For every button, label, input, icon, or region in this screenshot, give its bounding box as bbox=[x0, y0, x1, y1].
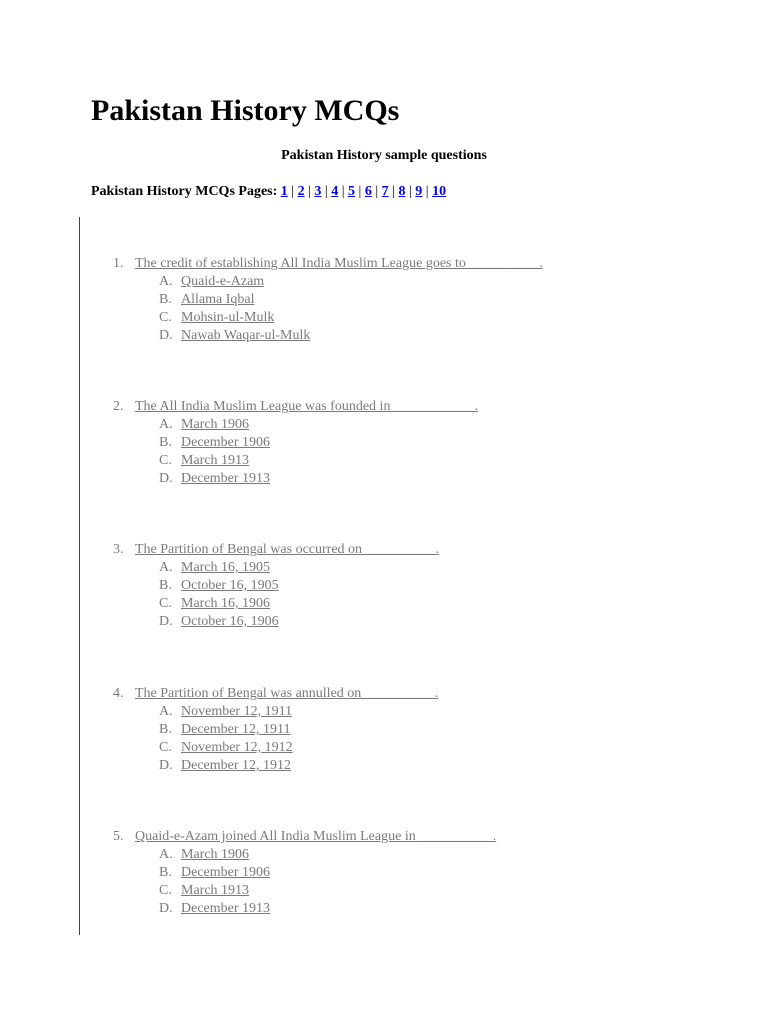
question-text: The Partition of Bengal was occurred on __________. bbox=[135, 542, 440, 557]
option-letter: D. bbox=[159, 758, 173, 773]
option-text: December 1906 bbox=[181, 435, 271, 450]
page-link-6[interactable]: 6 bbox=[364, 184, 372, 199]
question-number: 5. bbox=[113, 829, 124, 844]
option-c[interactable] bbox=[159, 739, 438, 757]
page-separator: | bbox=[324, 184, 328, 199]
question-stem bbox=[113, 828, 496, 846]
option-text: March 16, 1906 bbox=[181, 596, 271, 611]
option-b[interactable] bbox=[159, 291, 543, 309]
option-letter: C. bbox=[159, 453, 172, 468]
option-letter: B. bbox=[159, 865, 172, 880]
question-2 bbox=[113, 398, 478, 488]
page-separator: | bbox=[358, 184, 362, 199]
option-letter: B. bbox=[159, 292, 172, 307]
page-separator: | bbox=[392, 184, 395, 199]
option-text: March 1906 bbox=[181, 847, 250, 862]
option-text: March 1913 bbox=[181, 453, 250, 468]
page-title: Pakistan History MCQs bbox=[91, 94, 400, 127]
option-a[interactable] bbox=[159, 846, 496, 864]
option-text: March 1913 bbox=[181, 883, 250, 898]
option-c[interactable] bbox=[159, 452, 478, 470]
option-d[interactable] bbox=[159, 900, 496, 918]
option-c[interactable] bbox=[159, 595, 439, 613]
pagination-links bbox=[281, 184, 446, 199]
page-link-3[interactable]: 3 bbox=[314, 184, 322, 199]
page-link-9[interactable]: 9 bbox=[415, 184, 423, 199]
page-separator: | bbox=[341, 184, 345, 199]
option-letter: B. bbox=[159, 722, 172, 737]
option-text: November 12, 1912 bbox=[181, 740, 293, 755]
option-text: November 12, 1911 bbox=[181, 704, 293, 719]
page-subtitle: Pakistan History sample questions bbox=[281, 148, 487, 163]
question-number: 4. bbox=[113, 686, 124, 701]
question-text: Quaid-e-Azam joined All India Muslim League in __________ . bbox=[135, 829, 497, 844]
question-text: The credit of establishing All India Muslim League goes to __________. bbox=[135, 256, 543, 271]
option-letter: A. bbox=[159, 274, 173, 289]
option-text: December 1906 bbox=[181, 865, 271, 880]
page-link-10[interactable]: 10 bbox=[432, 184, 447, 199]
option-b[interactable] bbox=[159, 864, 496, 882]
question-stem bbox=[113, 398, 478, 416]
question-5 bbox=[113, 828, 496, 918]
option-letter: A. bbox=[159, 560, 173, 575]
option-text: October 16, 1905 bbox=[181, 578, 279, 593]
page-link-4[interactable]: 4 bbox=[331, 184, 339, 199]
question-stem bbox=[113, 685, 438, 703]
option-letter: C. bbox=[159, 596, 172, 611]
question-number: 3. bbox=[113, 542, 124, 557]
question-number: 2. bbox=[113, 399, 124, 414]
option-a[interactable] bbox=[159, 559, 439, 577]
option-c[interactable] bbox=[159, 882, 496, 900]
option-text: December 12, 1911 bbox=[181, 722, 291, 737]
option-letter: A. bbox=[159, 847, 173, 862]
option-d[interactable] bbox=[159, 470, 478, 488]
pagination bbox=[91, 182, 446, 202]
question-3 bbox=[113, 541, 439, 631]
page-separator: | bbox=[408, 184, 412, 199]
option-a[interactable] bbox=[159, 273, 543, 291]
question-1 bbox=[113, 255, 543, 345]
option-text: March 16, 1905 bbox=[181, 560, 271, 575]
option-letter: B. bbox=[159, 578, 172, 593]
page-separator: | bbox=[375, 184, 379, 199]
option-text: December 12, 1912 bbox=[181, 758, 292, 773]
question-text: The Partition of Bengal was annulled on __________. bbox=[135, 686, 439, 701]
question-stem bbox=[113, 255, 543, 273]
option-letter: D. bbox=[159, 328, 173, 343]
option-text: Nawab Waqar-ul-Mulk bbox=[181, 328, 311, 343]
page-link-7[interactable]: 7 bbox=[381, 184, 389, 199]
option-text: Mohsin-ul-Mulk bbox=[181, 310, 275, 325]
option-d[interactable] bbox=[159, 613, 439, 631]
option-letter: A. bbox=[159, 417, 173, 432]
option-c[interactable] bbox=[159, 309, 543, 327]
option-text: March 1906 bbox=[181, 417, 250, 432]
page-link-1[interactable]: 1 bbox=[280, 184, 288, 199]
option-letter: D. bbox=[159, 614, 173, 629]
page-link-8[interactable]: 8 bbox=[398, 184, 406, 199]
page-separator: | bbox=[425, 184, 429, 199]
vertical-rule bbox=[79, 217, 80, 935]
option-text: December 1913 bbox=[181, 901, 271, 916]
question-stem bbox=[113, 541, 439, 559]
option-text: Allama Iqbal bbox=[181, 292, 255, 307]
option-letter: D. bbox=[159, 471, 173, 486]
option-a[interactable] bbox=[159, 416, 478, 434]
question-4 bbox=[113, 685, 438, 775]
pagination-label: Pakistan History MCQs Pages: bbox=[91, 184, 278, 199]
option-d[interactable] bbox=[159, 327, 543, 345]
question-number: 1. bbox=[113, 256, 124, 271]
question-text: The All India Muslim League was founded in ___________ . bbox=[135, 399, 478, 414]
option-letter: C. bbox=[159, 740, 172, 755]
option-letter: C. bbox=[159, 883, 172, 898]
page-separator: | bbox=[291, 184, 295, 199]
page-link-5[interactable]: 5 bbox=[348, 184, 356, 199]
option-b[interactable] bbox=[159, 721, 438, 739]
option-b[interactable] bbox=[159, 434, 478, 452]
option-letter: D. bbox=[159, 901, 173, 916]
option-letter: A. bbox=[159, 704, 173, 719]
option-a[interactable] bbox=[159, 703, 438, 721]
option-text: October 16, 1906 bbox=[181, 614, 279, 629]
page-link-2[interactable]: 2 bbox=[297, 184, 305, 199]
option-text: December 1913 bbox=[181, 471, 271, 486]
option-b[interactable] bbox=[159, 577, 439, 595]
option-d[interactable] bbox=[159, 757, 438, 775]
option-text: Quaid-e-Azam bbox=[181, 274, 265, 289]
option-letter: B. bbox=[159, 435, 172, 450]
page-separator: | bbox=[308, 184, 311, 199]
option-letter: C. bbox=[159, 310, 172, 325]
